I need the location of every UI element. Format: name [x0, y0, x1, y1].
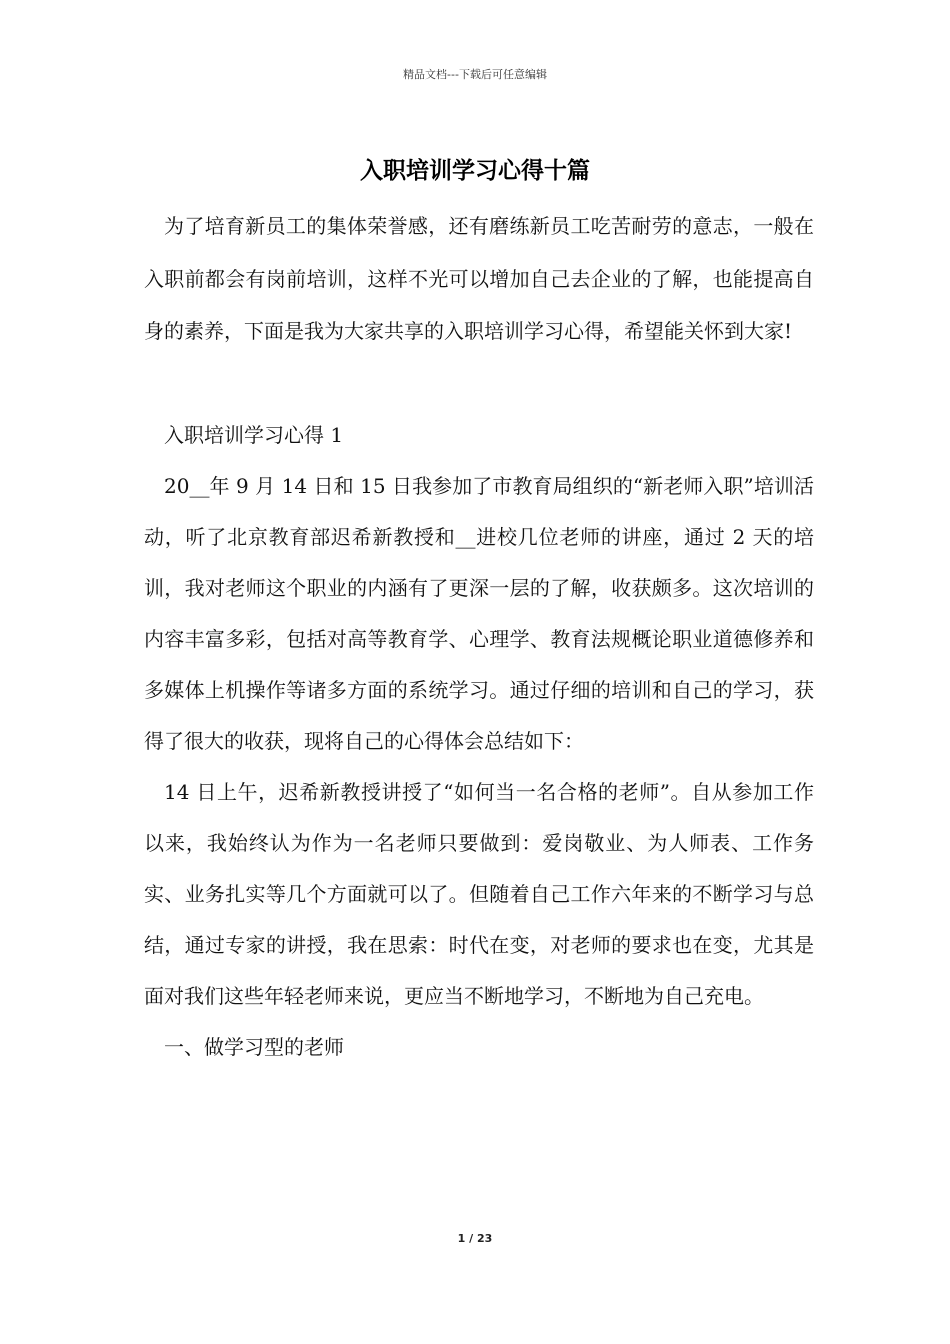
body-paragraph-2: 14 日上午，迟希新教授讲授了“如何当一名合格的老师”。自从参加工作以来，我始终认为作为一名老师只要做到：爱岗敬业、为人师表、工作务实、业务扎实等几个方面就可以了。但随着自己工作六年来的不断学习与总结，通过专家的讲授，我在思索：时代在变，对老师的要求也在变，尤其是面对我们这些年轻老师来说，更应当不断地学习，不断地为自己充电。 [144, 779, 814, 1008]
intro-paragraph: 为了培育新员工的集体荣誉感，还有磨练新员工吃苦耐劳的意志，一般在入职前都会有岗前培训，这样不光可以增加自己去企业的了解，也能提高自身的素养，下面是我为大家共享的入职培训学习心得，希望能关怀到大家! [144, 214, 814, 343]
paragraph-spacer [144, 358, 814, 410]
subheading: 一、做学习型的老师 [164, 1034, 344, 1059]
section-title: 入职培训学习心得 1 [164, 422, 344, 447]
document-body [144, 200, 814, 1073]
header-note: 精品文档---下载后可任意编辑 [403, 68, 547, 81]
body-paragraph-1: 20__年 9 月 14 日和 15 日我参加了市教育局组织的“新老师入职”培训活动，听了北京教育部迟希新教授和__进校几位老师的讲座，通过 2 天的培训，我对老师这个职业的内涵有了更深一层的了解，收获颇多。这次培训的内容丰富多彩，包括对高等教育学、心理学、教育法规概论职业道德修养和多媒体上机操作等诸多方面的系统学习。通过仔细的培训和自己的学习，获得了很大的收获，现将自己的心得体会总结如下： [144, 473, 814, 753]
page-number: 1 / 23 [457, 1232, 493, 1245]
document-title: 入职培训学习心得十篇 [360, 158, 590, 184]
